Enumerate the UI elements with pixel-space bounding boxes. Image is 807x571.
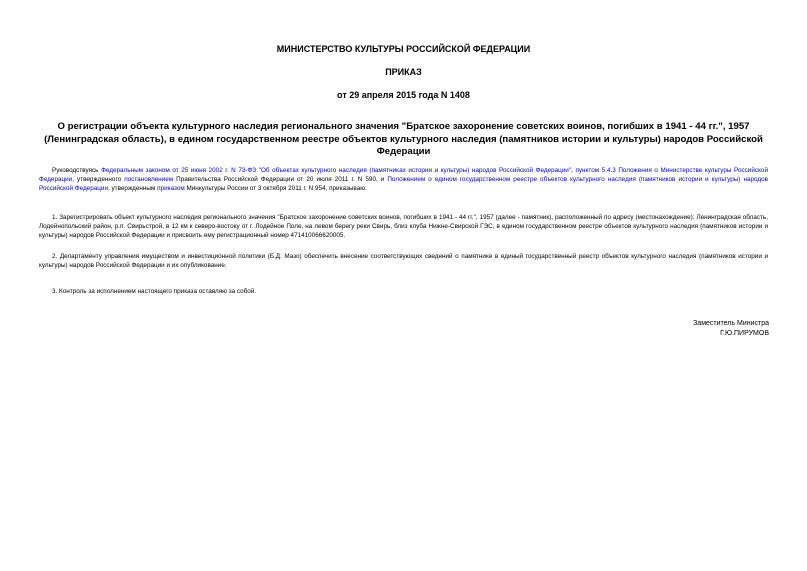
basis-text-2: , (571, 167, 576, 174)
basis-paragraph (39, 167, 768, 194)
basis-text-3: , утвержденного (72, 175, 125, 183)
registry-regulation-link[interactable]: Положением о едином государственном реестре объектов культурного наследия (памятников истории и культуры) народов Российской Федерации (39, 175, 768, 192)
ministry-order-link[interactable]: приказом (157, 184, 185, 192)
item-1-paragraph: 1. Зарегистрировать объект культурного наследия регионального значения "Братское захоронение советских воинов, погибших в 1941 - 44 гг.", 1957 (далее - памятник), расположенный по адресу (местонахождение): Ленинградская область, Лодейнопольский район, р.п. Свирьстрой, в 12 км к северо-востоку от г. Лодейное Поле, на левом берегу реки Свирь, близ клуба Нижне-Свирской ГЭС, в едином государственном реестре объектов культурного наследия (памятников истории и культуры) народов Российской Федерации и присвоить ему регистрационный номер 471410066620005. (39, 214, 768, 239)
ministry-regulation-link[interactable]: пунктом 5.4.3 Положения о Министерстве культуры Российской Федерации (39, 167, 768, 183)
subject-heading: О регистрации объекта культурного наследия регионального значения "Братское захоронение советских воинов, погибших в 1941 - 44 гг.", 1957 (Ленинградская область), в едином государственном реестре объектов культурного наследия (памятников истории и культуры) народов Российской Федерации (44, 121, 763, 157)
signatory-name: Г.Ю.ПИРУМОВ (720, 330, 769, 337)
doc-type-heading: ПРИКАЗ (385, 67, 422, 77)
federal-law-link[interactable]: Федеральным законом от 25 июня 2002 г. N 73-ФЗ "Об объектах культурного наследия (памятниках истории и культуры) народов Российской Федерации" (101, 167, 572, 174)
basis-text-1: Руководствуясь (52, 167, 102, 174)
date-number-heading: от 29 апреля 2015 года N 1408 (337, 90, 470, 100)
signatory-title: Заместитель Министра (693, 320, 769, 327)
ministry-heading: МИНИСТЕРСТВО КУЛЬТУРЫ РОССИЙСКОЙ ФЕДЕРАЦИИ (276, 44, 531, 54)
basis-text-4: Правительства Российской Федерации от 20 июля 2011 г. N 590, и (173, 175, 388, 183)
item-2-paragraph: 2. Департаменту управления имуществом и инвестиционной политики (Б.Д. Мазо) обеспечить внесение соответствующих сведений о памятнике в единый государственный реестр объектов культурного наследия (памятников истории и культуры) народов Российской Федерации и их опубликование. (39, 253, 768, 269)
basis-text-6: Минкультуры России от 3 октября 2011 г. N 954, приказываю: (184, 184, 367, 192)
government-resolution-link[interactable]: постановлением (124, 175, 174, 183)
basis-text-5: , утвержденным (107, 184, 158, 192)
item-3-paragraph: 3. Контроль за исполнением настоящего приказа оставляю за собой. (52, 288, 257, 295)
